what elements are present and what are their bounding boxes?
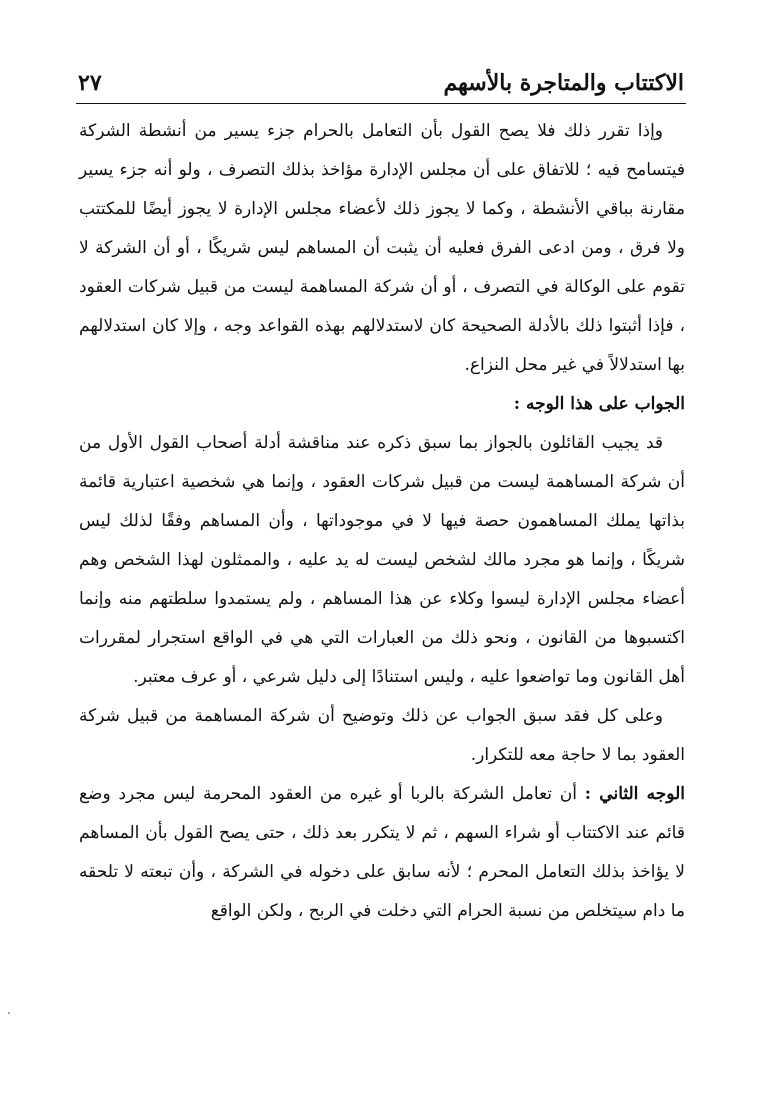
section-heading: الجواب على هذا الوجه : (513, 394, 685, 414)
header-divider (76, 103, 686, 104)
margin-mark (8, 1012, 10, 1014)
body-text (79, 112, 685, 931)
page-number: ٢٧ (78, 70, 102, 96)
paragraph-lead-term: الوجه الثاني : (584, 784, 685, 804)
running-head-title: الاكتتاب والمتاجرة بالأسهم (443, 70, 684, 96)
paragraph-body: أن تعامل الشركة بالربا أو غيره من العقود المحرمة ليس مجرد وضع قائم عند الاكتتاب أو شراء السهم ، ثم لا يتكرر بعد ذلك ، حتى يصح القول بأن المساهم لا يؤاخذ بذلك التعامل المحرم ؛ لأنه سابق على دخوله في الشركة ، وأن تبعته لا تلحقه ما دام سيتخلص من نسبة الحرام التي دخلت في الربح ، ولكن الواقع (79, 784, 685, 921)
paragraph: وإذا تقرر ذلك فلا يصح القول بأن التعامل بالحرام جزء يسير من أنشطة الشركة فيتسامح فيه ؛ للاتفاق على أن مجلس الإدارة مؤاخذ بذلك التصرف ، ولو أنه جزء يسير مقارنة بباقي الأنشطة ، وكما لا يجوز ذلك لأعضاء مجلس الإدارة لا يجوز أيضًا للمكتتب ولا فرق ، ومن ادعى الفرق فعليه أن يثبت أن المساهم ليس شريكًا ، أو أن الشركة لا تقوم على الوكالة في التصرف ، أو أن شركة المساهمة ليست من قبيل شركات العقود ، فإذا أثبتوا ذلك بالأدلة الصحيحة كان لاستدلالهم بهذه القواعد وجه ، وإلا كان استدلالهم بها استدلالاً في غير محل النزاع. (79, 121, 685, 375)
page-header (78, 62, 684, 102)
paragraph: قد يجيب القائلون بالجواز بما سبق ذكره عند مناقشة أدلة أصحاب القول الأول من أن شركة المساهمة ليست من قبيل شركات العقود ، وإنما هي شخصية اعتبارية قائمة بذاتها يملك المساهمون حصة فيها لا في موجوداتها ، وأن المساهم وفقًا لذلك ليس شريكًا ، وإنما هو مجرد مالك لشخص ليست له يد عليه ، والممثلون لهذا الشخص وهم أعضاء مجلس الإدارة ليسوا وكلاء عن هذا المساهم ، ولم يستمدوا سلطتهم منه وإنما اكتسبوها من القانون ، ونحو ذلك من العبارات التي هي في الواقع استجرار لمقررات أهل القانون وما تواضعوا عليه ، وليس استنادًا إلى دليل شرعي ، أو عرف معتبر. (79, 433, 685, 687)
paragraph (79, 775, 685, 931)
paragraph: وعلى كل فقد سبق الجواب عن ذلك وتوضيح أن شركة المساهمة من قبيل شركة العقود بما لا حاجة معه للتكرار. (79, 706, 685, 765)
